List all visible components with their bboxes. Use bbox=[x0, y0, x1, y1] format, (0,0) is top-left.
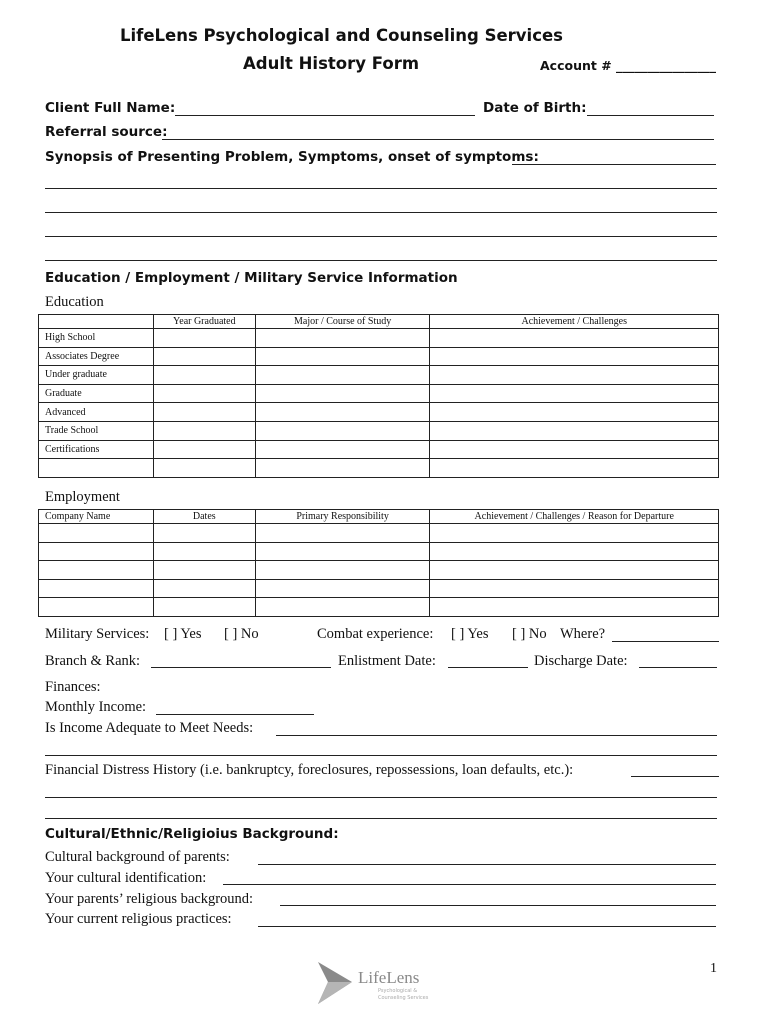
table-row bbox=[39, 347, 719, 366]
income-adequate-label: Is Income Adequate to Meet Needs: bbox=[45, 720, 254, 736]
edu-header-major: Major / Course of Study bbox=[255, 315, 430, 329]
table-row bbox=[39, 421, 719, 440]
org-title: LifeLens Psychological and Counseling Services bbox=[120, 26, 563, 45]
table-cell[interactable] bbox=[430, 561, 719, 580]
synopsis-line-2[interactable] bbox=[45, 212, 717, 213]
edu-row-label: Graduate bbox=[39, 384, 154, 403]
table-row bbox=[39, 524, 719, 543]
table-row bbox=[39, 459, 719, 478]
emp-header-achievement: Achievement / Challenges / Reason for Departure bbox=[430, 510, 719, 524]
table-cell[interactable] bbox=[255, 384, 430, 403]
table-cell[interactable] bbox=[255, 524, 430, 543]
edu-header-achievement: Achievement / Challenges bbox=[430, 315, 719, 329]
financial-distress-line-2[interactable] bbox=[45, 797, 717, 798]
parents-religious-field[interactable] bbox=[280, 905, 716, 906]
emp-header-company: Company Name bbox=[39, 510, 154, 524]
table-cell[interactable] bbox=[430, 524, 719, 543]
income-adequate-field[interactable] bbox=[276, 735, 717, 736]
table-cell[interactable] bbox=[153, 440, 255, 459]
logo-subtext-2: Counseling Services bbox=[378, 995, 429, 1001]
where-field[interactable] bbox=[612, 641, 719, 642]
table-cell[interactable] bbox=[153, 384, 255, 403]
table-cell[interactable] bbox=[153, 366, 255, 385]
edu-row-label: Advanced bbox=[39, 403, 154, 422]
where-label: Where? bbox=[560, 626, 606, 642]
military-yes-checkbox[interactable]: [ ] Yes bbox=[164, 626, 202, 642]
current-religious-label: Your current religious practices: bbox=[45, 911, 232, 927]
current-religious-field[interactable] bbox=[258, 926, 716, 927]
table-row bbox=[39, 561, 719, 580]
table-row bbox=[39, 403, 719, 422]
table-cell[interactable] bbox=[153, 561, 255, 580]
table-row bbox=[39, 366, 719, 385]
edu-row-label[interactable] bbox=[39, 459, 154, 478]
form-title: Adult History Form bbox=[243, 54, 420, 73]
table-cell[interactable] bbox=[153, 579, 255, 598]
lifelens-logo bbox=[316, 960, 436, 1006]
table-cell[interactable] bbox=[430, 598, 719, 617]
edu-header-blank bbox=[39, 315, 154, 329]
cultural-parents-field[interactable] bbox=[258, 864, 716, 865]
edu-emp-heading: Education / Employment / Military Service Information bbox=[45, 270, 458, 286]
edu-row-label: Certifications bbox=[39, 440, 154, 459]
employment-label: Employment bbox=[45, 489, 120, 505]
table-cell[interactable] bbox=[255, 403, 430, 422]
table-cell[interactable] bbox=[255, 440, 430, 459]
discharge-date-field[interactable] bbox=[639, 667, 717, 668]
table-cell[interactable] bbox=[39, 579, 154, 598]
client-name-label: Client Full Name: bbox=[45, 100, 176, 116]
table-cell[interactable] bbox=[255, 579, 430, 598]
table-cell[interactable] bbox=[430, 459, 719, 478]
table-cell[interactable] bbox=[430, 421, 719, 440]
table-cell[interactable] bbox=[153, 403, 255, 422]
enlistment-date-field[interactable] bbox=[448, 667, 528, 668]
military-services-label: Military Services: bbox=[45, 626, 150, 642]
table-cell[interactable] bbox=[39, 598, 154, 617]
table-cell[interactable] bbox=[153, 421, 255, 440]
synopsis-line-4[interactable] bbox=[45, 260, 717, 261]
table-cell[interactable] bbox=[255, 598, 430, 617]
edu-header-year: Year Graduated bbox=[153, 315, 255, 329]
dob-field[interactable] bbox=[587, 115, 714, 116]
table-cell[interactable] bbox=[39, 542, 154, 561]
table-cell[interactable] bbox=[430, 579, 719, 598]
table-cell[interactable] bbox=[255, 459, 430, 478]
logo-text: LifeLens bbox=[358, 968, 420, 987]
table-cell[interactable] bbox=[430, 366, 719, 385]
synopsis-label: Synopsis of Presenting Problem, Symptoms, onset of symptoms: bbox=[45, 149, 539, 165]
branch-rank-label: Branch & Rank: bbox=[45, 653, 141, 669]
table-row bbox=[39, 542, 719, 561]
edu-row-label: Under graduate bbox=[39, 366, 154, 385]
monthly-income-label: Monthly Income: bbox=[45, 699, 147, 715]
table-cell[interactable] bbox=[153, 347, 255, 366]
cultural-heading: Cultural/Ethnic/Religioius Background: bbox=[45, 826, 339, 842]
dob-label: Date of Birth: bbox=[483, 100, 587, 116]
table-cell[interactable] bbox=[39, 524, 154, 543]
table-cell[interactable] bbox=[430, 542, 719, 561]
synopsis-field[interactable] bbox=[512, 164, 716, 165]
referral-field[interactable] bbox=[162, 139, 714, 140]
parents-religious-label: Your parents’ religious background: bbox=[45, 891, 254, 907]
monthly-income-field[interactable] bbox=[156, 714, 314, 715]
income-adequate-line-2[interactable] bbox=[45, 755, 717, 756]
table-cell[interactable] bbox=[153, 459, 255, 478]
table-cell[interactable] bbox=[430, 440, 719, 459]
education-label: Education bbox=[45, 294, 104, 310]
cultural-identification-field[interactable] bbox=[223, 884, 716, 885]
table-cell[interactable] bbox=[255, 347, 430, 366]
emp-header-dates: Dates bbox=[153, 510, 255, 524]
combat-no-checkbox[interactable]: [ ] No bbox=[512, 626, 547, 642]
table-cell[interactable] bbox=[430, 347, 719, 366]
table-row bbox=[39, 384, 719, 403]
table-cell[interactable] bbox=[255, 366, 430, 385]
table-cell[interactable] bbox=[255, 421, 430, 440]
table-row bbox=[39, 598, 719, 617]
table-cell[interactable] bbox=[255, 329, 430, 348]
referral-label: Referral source: bbox=[45, 124, 168, 140]
table-cell[interactable] bbox=[153, 542, 255, 561]
synopsis-line-1[interactable] bbox=[45, 188, 717, 189]
discharge-date-label: Discharge Date: bbox=[534, 653, 628, 669]
logo-subtext-1: Psychological & bbox=[378, 988, 418, 994]
table-cell[interactable] bbox=[430, 384, 719, 403]
combat-label: Combat experience: bbox=[317, 626, 434, 642]
page-number: 1 bbox=[710, 961, 717, 976]
financial-distress-label: Financial Distress History (i.e. bankruptcy, foreclosures, repossessions, loan defaults, etc.): bbox=[45, 762, 574, 778]
edu-row-label: Trade School bbox=[39, 421, 154, 440]
table-row bbox=[39, 329, 719, 348]
branch-rank-field[interactable] bbox=[151, 667, 331, 668]
financial-distress-field[interactable] bbox=[631, 776, 719, 777]
table-cell[interactable] bbox=[153, 598, 255, 617]
lifelens-logo-icon bbox=[316, 960, 356, 1006]
table-row bbox=[39, 579, 719, 598]
table-cell[interactable] bbox=[39, 561, 154, 580]
account-number-label: Account # ________________ bbox=[540, 58, 717, 73]
edu-row-label: High School bbox=[39, 329, 154, 348]
military-no-checkbox[interactable]: [ ] No bbox=[224, 626, 259, 642]
cultural-parents-label: Cultural background of parents: bbox=[45, 849, 230, 865]
combat-yes-checkbox[interactable]: [ ] Yes bbox=[451, 626, 489, 642]
enlistment-date-label: Enlistment Date: bbox=[338, 653, 436, 669]
table-cell[interactable] bbox=[255, 542, 430, 561]
education-table bbox=[38, 314, 719, 478]
finances-heading: Finances: bbox=[45, 679, 101, 695]
cultural-identification-label: Your cultural identification: bbox=[45, 870, 207, 886]
table-row bbox=[39, 440, 719, 459]
table-cell[interactable] bbox=[153, 524, 255, 543]
employment-table bbox=[38, 509, 719, 617]
edu-row-label: Associates Degree bbox=[39, 347, 154, 366]
table-cell[interactable] bbox=[255, 561, 430, 580]
financial-distress-line-3[interactable] bbox=[45, 818, 717, 819]
emp-header-responsibility: Primary Responsibility bbox=[255, 510, 430, 524]
table-cell[interactable] bbox=[153, 329, 255, 348]
table-cell[interactable] bbox=[430, 329, 719, 348]
synopsis-line-3[interactable] bbox=[45, 236, 717, 237]
client-name-field[interactable] bbox=[175, 115, 475, 116]
table-cell[interactable] bbox=[430, 403, 719, 422]
